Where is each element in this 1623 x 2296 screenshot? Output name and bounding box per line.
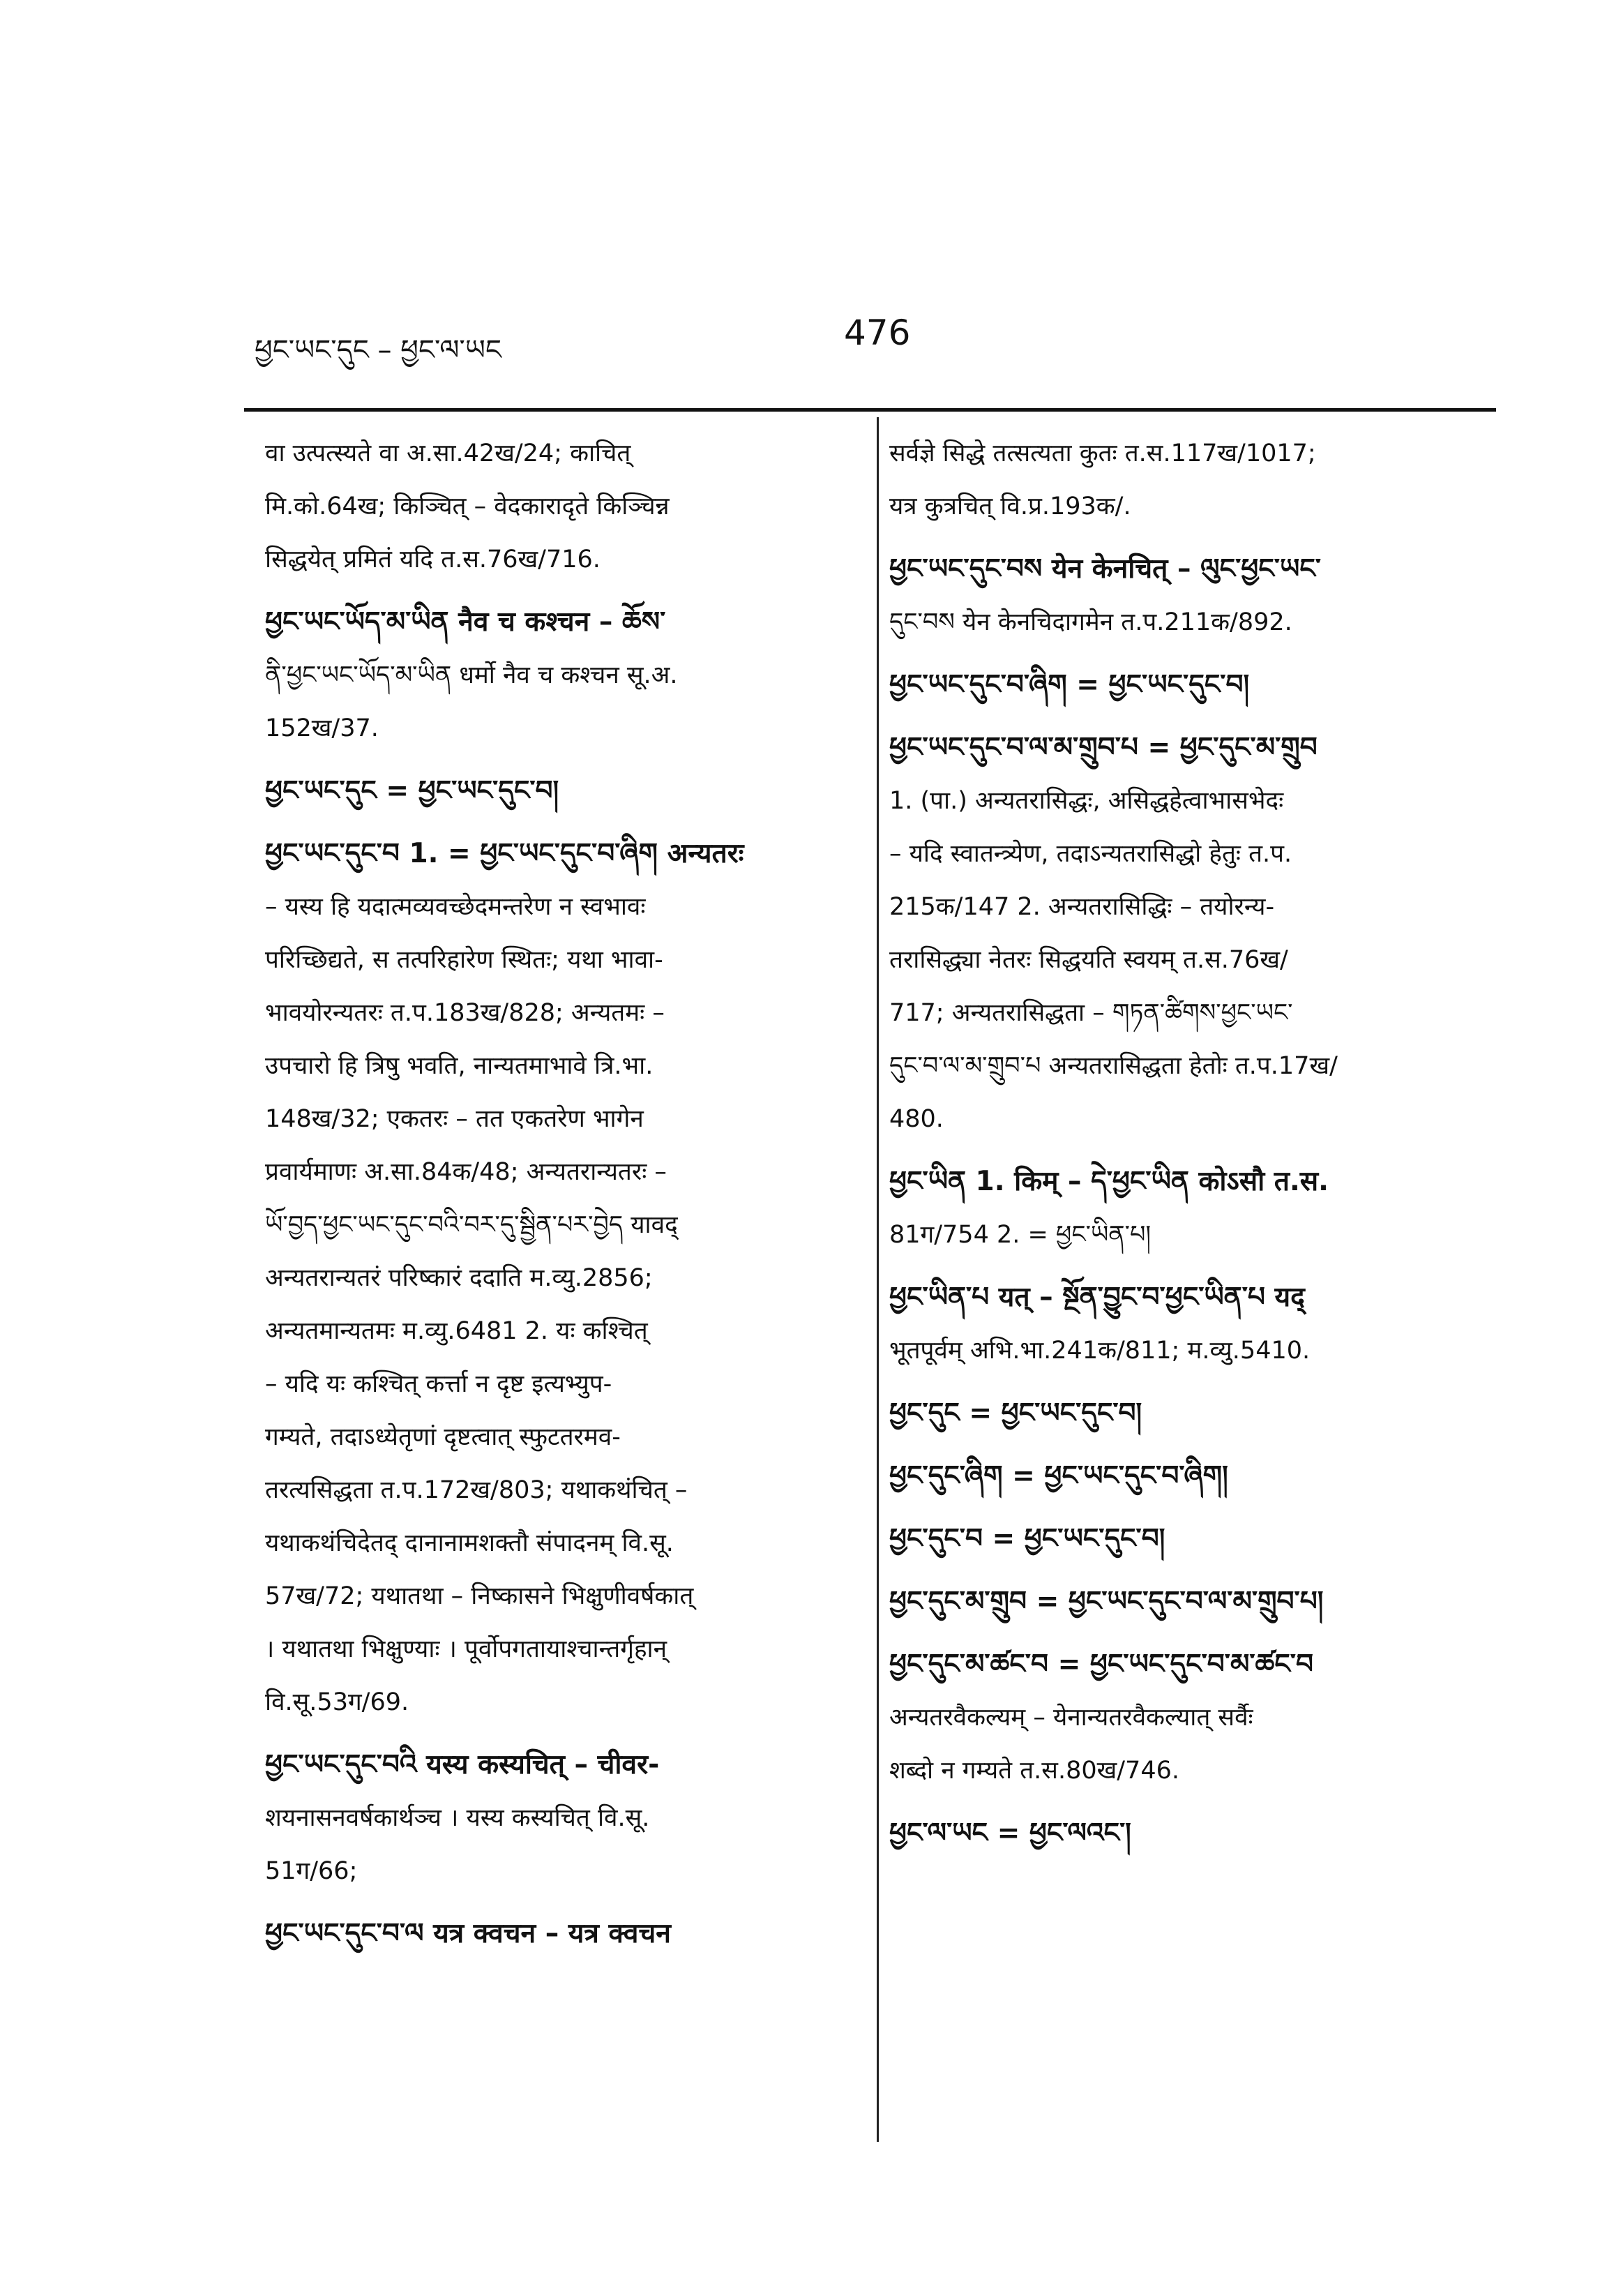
text-line: – यदि स्वातन्त्र्येण, तदाऽन्यतरासिद्धो हेतुः त.प. xyxy=(889,840,1292,868)
text-line: དུང་བས येन केनचिदागमेन त.प.211क/892. xyxy=(889,608,1292,636)
text-line: भावयोरन्यतरः त.प.183ख/828; अन्यतमः – xyxy=(265,999,665,1027)
text-line: དུང་བ་ལ་མ་གྲུབ་པ अन्यतरासिद्धता हेतोः त.प.17ख/ xyxy=(889,1052,1338,1080)
text-line: गम्यते, तदाऽध्येतृणां दृष्टत्वात् स्फुटतरमव- xyxy=(265,1423,621,1451)
top-rule xyxy=(244,408,1496,412)
entry-line: ཕྱང་དུང་མ་གྲུབ = ཕྱང་ཡང་དུང་བ་ལ་མ་གྲུབ་པ། xyxy=(889,1586,1324,1617)
entry-line: ཕྱང་ཡང་དུང་བས येन केनचित् – ལུང་ཕྱང་ཡང་ xyxy=(889,553,1321,585)
entry-line: ཕྱང་ཡང་དུང་བ 1. = ཕྱང་ཡང་དུང་བ་ཞིག अन्यतरः xyxy=(265,838,744,869)
text-line: – यदि यः कश्चित् कर्त्ता न दृष्ट इत्यभ्युप- xyxy=(265,1370,612,1398)
text-line: – यस्य हि यदात्मव्यवच्छेदमन्तरेण न स्वभावः xyxy=(265,893,646,921)
text-line: 152ख/37. xyxy=(265,714,379,742)
text-line: 81ग/754 2. = ཕྱང་ཡིན་པ། xyxy=(889,1221,1152,1249)
text-line: 717; अन्यतरासिद्धता – གཏན་ཚིགས་ཕྱང་ཡང་ xyxy=(889,999,1293,1027)
entry-line: ཕྱང་དུང་ཞིག = ཕྱང་ཡང་དུང་བ་ཞིག། xyxy=(889,1460,1228,1492)
text-line: तरत्यसिद्धता त.प.172ख/803; यथाकथंचित् – xyxy=(265,1476,688,1504)
text-line: वि.सू.53ग/69. xyxy=(265,1688,409,1716)
entry-line: ཕྱང་ཡང་དུང་བ་ལ यत्र क्वचन – यत्र क्वचन xyxy=(265,1918,671,1949)
entry-line: ཕྱང་ཡིན་པ यत् – སྔོན་བྱུང་བ་ཕྱང་ཡིན་པ यद् xyxy=(889,1282,1305,1313)
text-line: । यथातथा भिक्षुण्याः । पूर्वोपगतायाश्चान्तर्गृहान् xyxy=(265,1635,667,1663)
text-line: ནི་ཕྱང་ཡང་ཡོད་མ་ཡིན धर्मो नैव च कश्चन सू.अ. xyxy=(265,661,678,689)
text-line: अन्यतमान्यतमः म.व्यु.6481 2. यः कश्चित् xyxy=(265,1317,648,1345)
entry-line: ཕྱང་དུང་བ = ཕྱང་ཡང་དུང་བ། xyxy=(889,1523,1165,1554)
entry-line: ཕྱང་དུང་མ་ཚང་བ = ཕྱང་ཡང་དུང་བ་མ་ཚང་བ xyxy=(889,1649,1313,1680)
text-line: परिच्छिद्यते, स तत्परिहारेण स्थितः; यथा भावा- xyxy=(265,946,663,974)
text-line: अन्यतरान्यतरं परिष्कारं ददाति म.व्यु.2856; xyxy=(265,1264,653,1292)
text-line: भूतपूर्वम् अभि.भा.241क/811; म.व्यु.5410. xyxy=(889,1337,1311,1365)
text-line: 57ख/72; यथातथा – निष्कासने भिक्षुणीवर्षकात् xyxy=(265,1582,694,1610)
text-line: यथाकथंचिदेतद् दानानामशक्तौ संपादनम् वि.सू. xyxy=(265,1529,674,1557)
text-line: शयनासनवर्षकार्थञ्च । यस्य कस्यचित् वि.सू. xyxy=(265,1804,650,1832)
text-line: यत्र कुत्रचित् वि.प्र.193क/. xyxy=(889,493,1131,520)
entry-line: ཕྱང་ཡང་དུང = ཕྱང་ཡང་དུང་བ། xyxy=(265,775,559,806)
text-line: तरासिद्ध्या नेतरः सिद्धयति स्वयम् त.स.76ख/ xyxy=(889,946,1288,974)
entry-line: ཕྱང་ལ་ཡང = ཕྱང་ལའང་། xyxy=(889,1817,1131,1849)
text-line: 51ग/66; xyxy=(265,1857,358,1885)
entry-line: ཕྱང་ཡང་ཡོད་མ་ཡིན नैव च कश्चन – ཆོས་ xyxy=(265,606,666,638)
entry-line: ཕྱང་ཡང་དུང་བའི यस्य कस्यचित् – चीवर- xyxy=(265,1749,660,1780)
entry-line: ཕྱང་ཡང་དུང་བ་ཞིག = ཕྱང་ཡང་དུང་བ། xyxy=(889,669,1250,700)
text-line: ཡོ་བྱད་ཕྱང་ཡང་དུང་བའི་བར་དུ་སྦྱིན་པར་བྱེད यावद् xyxy=(265,1211,678,1239)
text-line: वा उत्पत्स्यते वा अ.सा.42ख/24; काचित् xyxy=(265,440,631,467)
page-number: 476 xyxy=(844,313,911,353)
text-line: 1. (पा.) अन्यतरासिद्धः, असिद्धहेत्वाभासभेदः xyxy=(889,787,1284,815)
text-line: 480. xyxy=(889,1105,944,1133)
column-divider xyxy=(877,417,879,2142)
text-line: अन्यतरवैकल्यम् – येनान्यतरवैकल्यात् सर्वैः xyxy=(889,1704,1253,1732)
running-head: ཕྱང་ཡང་དུང – ཕྱང་ལ་ཡང xyxy=(255,334,501,366)
left-column xyxy=(265,427,851,1960)
text-line: 148ख/32; एकतरः – तत एकतरेण भागेन xyxy=(265,1105,644,1133)
text-line: मि.को.64ख; किञ्चित् – वेदकारादृते किञ्चिन्न xyxy=(265,493,670,520)
text-line: प्रवार्यमाणः अ.सा.84क/48; अन्यतरान्यतरः – xyxy=(265,1158,667,1186)
entry-line: ཕྱང་ཡིན 1. किम् – དེ་ཕྱང་ཡིན कोऽसौ त.स. xyxy=(889,1166,1329,1197)
text-line: सिद्धयेत् प्रमितं यदि त.स.76ख/716. xyxy=(265,546,601,573)
right-column xyxy=(889,427,1489,1860)
entry-line: ཕྱང་ཡང་དུང་བ་ལ་མ་གྲུབ་པ = ཕྱང་དུང་མ་གྲུབ xyxy=(889,732,1318,763)
text-line: सर्वज्ञे सिद्धे तत्सत्यता कुतः त.स.117ख/1017; xyxy=(889,440,1316,467)
text-line: उपचारो हि त्रिषु भवति, नान्यतमाभावे त्रि.भा. xyxy=(265,1052,654,1080)
entry-line: ཕྱང་དུང = ཕྱང་ཡང་དུང་བ། xyxy=(889,1397,1142,1429)
text-line: 215क/147 2. अन्यतरासिद्धिः – तयोरन्य- xyxy=(889,893,1275,921)
text-line: शब्दो न गम्यते त.स.80ख/746. xyxy=(889,1757,1179,1785)
